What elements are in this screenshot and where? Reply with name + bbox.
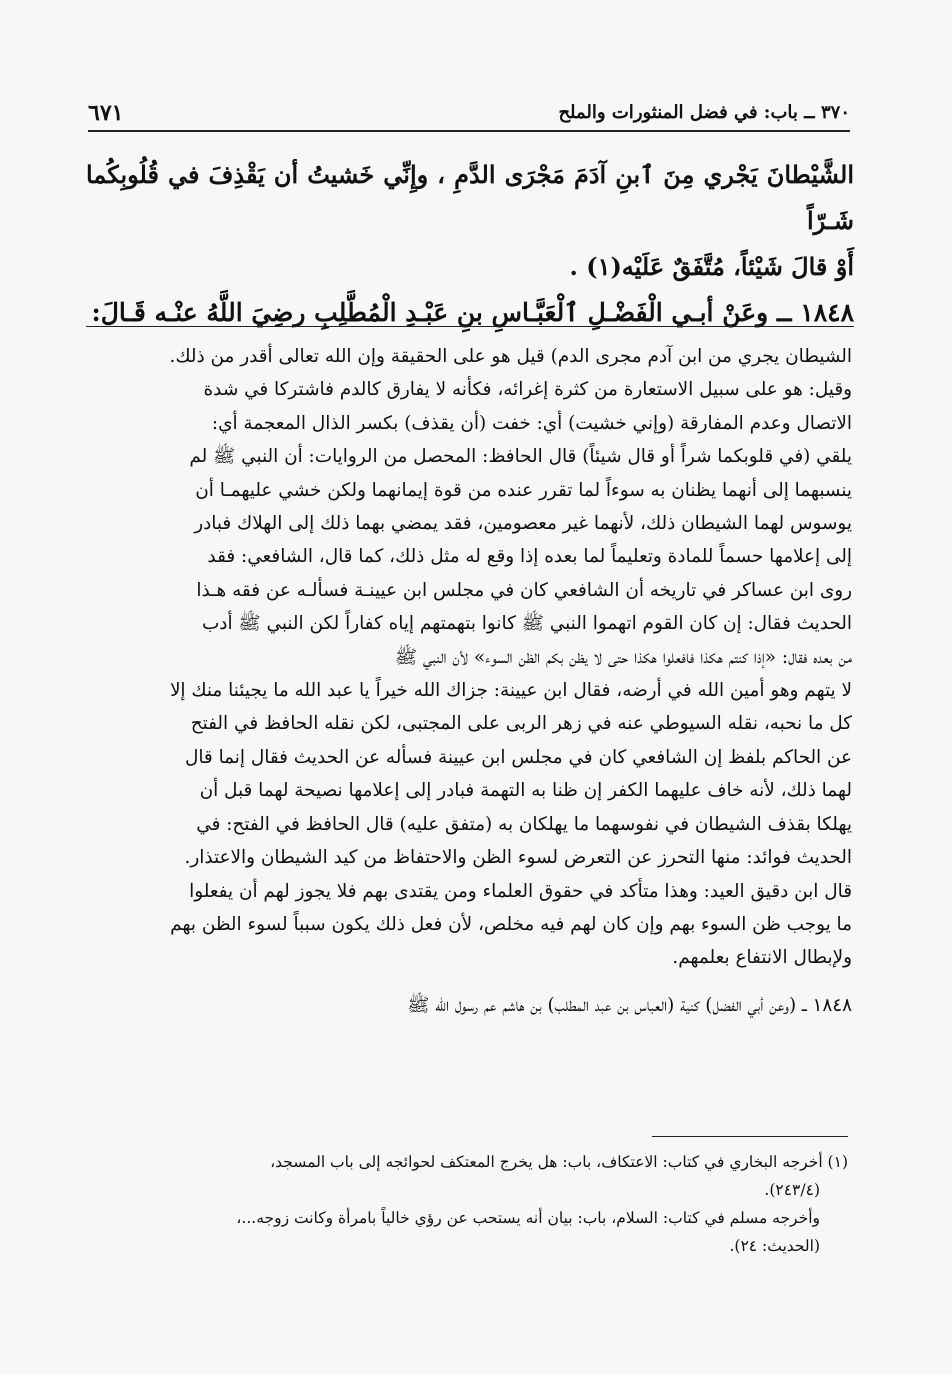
section-divider — [86, 326, 854, 327]
commentary-line: الشيطان يجري من ابن آدم مجرى الدم) قيل هو على الحقيقة وإن الله تعالى أقدر من ذلك. — [169, 346, 852, 367]
commentary-line: الاتصال وعدم المفارقة (وإني خشيت) أي: خفت (أن يقذف) بكسر الذال المعجمة أي: — [211, 412, 852, 434]
commentary-line: الحديث فوائد: منها التحرز عن التعرض لسوء الظن والاحتفاظ من كيد الشيطان والاعتذار. — [184, 847, 852, 869]
commentary — [90, 340, 852, 1022]
commentary-line: يهلكا بقذف الشيطان في نفوسهما ما يهلكان به (متفق عليه) قال الحافظ في الفتح: في — [196, 813, 852, 835]
hadith-line: أَوْ قالَ شَيْئاً، مُتَّفَقٌ عَلَيْه(١) . — [569, 252, 854, 281]
commentary-line: ولإبطال الانتفاع بعلمهم. — [672, 947, 852, 969]
page-number: ٦٧١ — [88, 100, 124, 126]
commentary-line: لا يتهم وهو أمين الله في أرضه، فقال ابن عيينة: جزاك الله خيراً يا عبد الله ما يجيئنا منك إلا — [169, 680, 852, 702]
commentary-line: كل ما نحبه، نقله السيوطي عنه في زهر الربى على المجتبى، لكن نقله الحافظ في الفتح — [190, 713, 852, 735]
commentary-line: ينسبهما إلى أنهما يظنان به سوءاً لما تقرر عنده من قوة إيمانهما ولكن خشي عليهمـا أن — [195, 479, 852, 501]
commentary-line: وقيل: هو على سبيل الاستعارة من كثرة إغرائه، فكأنه لا يفارق كالدم فاشتركا في شدة — [203, 379, 852, 401]
running-title: ٣٧٠ ــ باب: في فضل المنثورات والملح — [558, 102, 850, 123]
commentary-line: يوسوس لهما الشيطان ذلك، لأنهما غير معصومين، فقد يمضي بهما ذلك إلى الهلاك فبادر — [194, 513, 852, 535]
commentary-line: روى ابن عساكر في تاريخه أن الشافعي كان في مجلس ابن عيينـة فسألـه عن فقه هـذا — [196, 579, 852, 601]
hadith-text — [86, 152, 854, 336]
footnote-line: (الحديث: ٢٤). — [729, 1237, 820, 1255]
footnote-line: وأخرجه مسلم في كتاب: السلام، باب: بيان أنه يستحب عن رؤي خالياً بامرأة وكانت زوجه...، — [236, 1209, 820, 1227]
footnote-line: (١) أخرجه البخاري في كتاب: الاعتكاف، باب: هل يخرج المعتكف لحوائجه إلى باب المسجد، — [270, 1153, 848, 1171]
page-header — [88, 96, 850, 132]
commentary-line: لهما ذلك، لأنه خاف عليهما الكفر إن ظنا به التهمة فبادر إلى إعلامها نصيحة لهما قبل أن — [199, 780, 852, 802]
commentary-line: ١٨٤٨ ــ (وعن أبي الفضل) كنية (العباس بن عبد المطلب) بن هاشم عم رسول الله ﷺ — [407, 994, 852, 1016]
commentary-line: عن الحاكم بلفظ إن الشافعي كان في مجلس ابن عيينة فسأله عن الحديث فقال إنما قال — [184, 746, 852, 768]
footnote-line: (٢٤٣/٤). — [764, 1181, 820, 1199]
hadith-line: الشَّيْطانَ يَجْري مِنَ ٱبنِ آدَمَ مَجْرَى الدَّمِ ، وإِنِّي خَشيتُ أن يَقْذِفَ في قُلُوبِكُما شَـرّاً — [86, 160, 854, 235]
commentary-line: يلقي (في قلوبكما شراً أو قال شيئاً) قال الحافظ: المحصل من الروايات: أن النبي ﷺ لم — [189, 446, 852, 468]
hadith-number-line: ١٨٤٨ ــ وعَنْ أبـي الْفَضْـلِ ٱلْعَبَّـاسِ بنِ عَبْـدِ الْمُطَّلِبِ رضِيَ اللَّهُ عنْـه قَـالَ: — [91, 298, 854, 327]
commentary-line: إلى إعلامها حسماً للمادة وتعليماً لما بعده إذا وقع له مثل ذلك، كما قال، الشافعي: فقد — [207, 546, 852, 568]
commentary-line: الحديث فقال: إن كان القوم اتهموا النبي ﷺ كانوا بتهمتهم إياه كفاراً لكن النبي ﷺ أدب — [201, 613, 852, 635]
commentary-line: قال ابن دقيق العيد: وهذا متأكد في حقوق العلماء ومن يقتدى بهم فلا يجوز لهم أن يفعلوا — [189, 880, 852, 902]
footnotes — [92, 1148, 848, 1260]
commentary-line: من بعده فقال: «إذا كنتم هكذا فافعلوا هكذا حتى لا يظن بكم الظن السوء» لأن النبي ﷺ — [394, 646, 852, 668]
commentary-line: ما يوجب ظن السوء بهم وإن كان لهم فيه مخلص، لأن فعل ذلك يكون سبباً لسوء الظن بهم — [170, 913, 852, 935]
footnote-rule — [652, 1136, 848, 1137]
